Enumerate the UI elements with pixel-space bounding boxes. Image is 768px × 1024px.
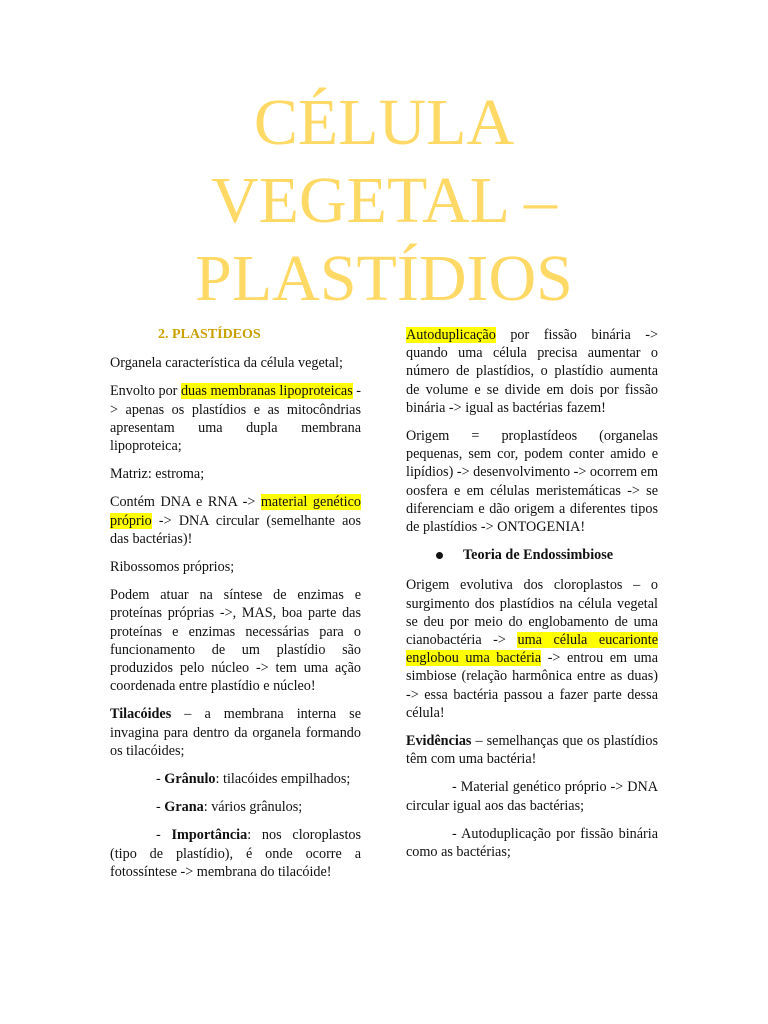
paragraph (110, 586, 361, 695)
section-heading: 2. PLASTÍDEOS (158, 327, 261, 342)
text: : tilacóides empilhados; (215, 771, 351, 788)
text: por fissão binária -> quando uma célula precisa aumentar o número de plastídios, o plastídio aumenta de volume e se divide em dois por fissão binária -> igual as bactérias fazem! (406, 327, 658, 416)
paragraph (110, 354, 361, 372)
dash: - (156, 799, 165, 816)
text: -> DNA circular (semelhante aos das bactérias)! (110, 512, 361, 547)
sub-item (110, 826, 361, 881)
text: – semelhanças que os plastídios têm com uma bactéria! (406, 733, 658, 768)
highlighted-text: duas membranas lipoproteicas (180, 383, 353, 400)
text: Envolto por (110, 383, 181, 400)
text: Matriz: estroma; (110, 466, 205, 483)
text: Podem atuar na síntese de enzimas e proteínas próprias ->, MAS, boa parte das proteínas e enzimas necessárias para o funcionamento de um plastídio são produzidos pelo núcleo -> tem uma ação coordenada entre plastídio e núcleo! (110, 587, 361, 695)
text: – a membrana interna se invagina para dentro da organela formando os tilacóides; (110, 706, 361, 759)
text: Contém DNA e RNA -> (110, 494, 261, 511)
text: : nos cloroplastos (tipo de plastídio), é onde ocorre a fotossíntese -> membrana do tilacóide! (110, 827, 361, 880)
dash: - (156, 827, 172, 844)
text: Origem evolutiva dos cloroplastos – o surgimento dos plastídios na célula vegetal se deu por meio do englobamento de uma cianobactéria -> (406, 577, 658, 649)
paragraph (110, 558, 361, 576)
subheading (406, 546, 658, 564)
subheading-text: Teoria de Endossimbiose (463, 547, 614, 564)
evidence-item (406, 825, 658, 861)
highlighted-text: uma célula eucarionte englobou uma bactéria (406, 632, 658, 667)
paragraph (110, 465, 361, 483)
paragraph (406, 576, 658, 722)
highlighted-text: material genético próprio (110, 494, 361, 529)
title-line-2: VEGETAL – (210, 164, 558, 237)
bold-term: Evidências (406, 733, 472, 750)
title-line-1: CÉLULA (253, 86, 515, 159)
paragraph (406, 732, 658, 768)
text: - Autoduplicação por fissão binária como as bactérias; (406, 825, 658, 861)
paragraph (110, 382, 361, 455)
left-column (110, 326, 361, 891)
paragraph (406, 427, 658, 536)
sub-item (110, 798, 361, 816)
text: - Material genético próprio -> DNA circular igual aos das bactérias; (406, 779, 658, 814)
bold-term: Grânulo (164, 771, 216, 788)
text: Ribossomos próprios; (110, 559, 235, 576)
right-column (406, 326, 658, 871)
paragraph (110, 705, 361, 760)
bold-term: Importância (171, 827, 248, 844)
sub-item (110, 770, 361, 788)
bullet-icon (436, 552, 443, 559)
evidence-item (406, 778, 658, 814)
bold-term: Grana (164, 799, 204, 816)
dash: - (156, 771, 165, 788)
text: Origem = proplastídeos (organelas pequenas, sem cor, podem conter amido e lipídios) -> desenvolvimento -> ocorrem em oosfera e em células meristemáticas -> se diferenciam e dão origem a diferentes tipos de plastídios -> ONTOGENIA! (406, 428, 659, 536)
highlighted-text: Autoduplicação (406, 327, 496, 343)
text: -> entrou em uma simbiose (relação harmônica entre as duas) -> essa bactéria passou a fazer parte dessa célula! (406, 650, 658, 721)
text: : vários grânulos; (203, 799, 303, 816)
document-title (0, 84, 768, 318)
text: Organela característica da célula vegetal; (110, 355, 343, 372)
paragraph (406, 326, 658, 417)
bold-term: Tilacóides (110, 706, 172, 723)
text: -> apenas os plastídios e as mitocôndrias apresentam uma dupla membrana lipoproteica; (110, 383, 361, 455)
paragraph (110, 493, 361, 548)
title-line-3: PLASTÍDIOS (195, 242, 573, 315)
